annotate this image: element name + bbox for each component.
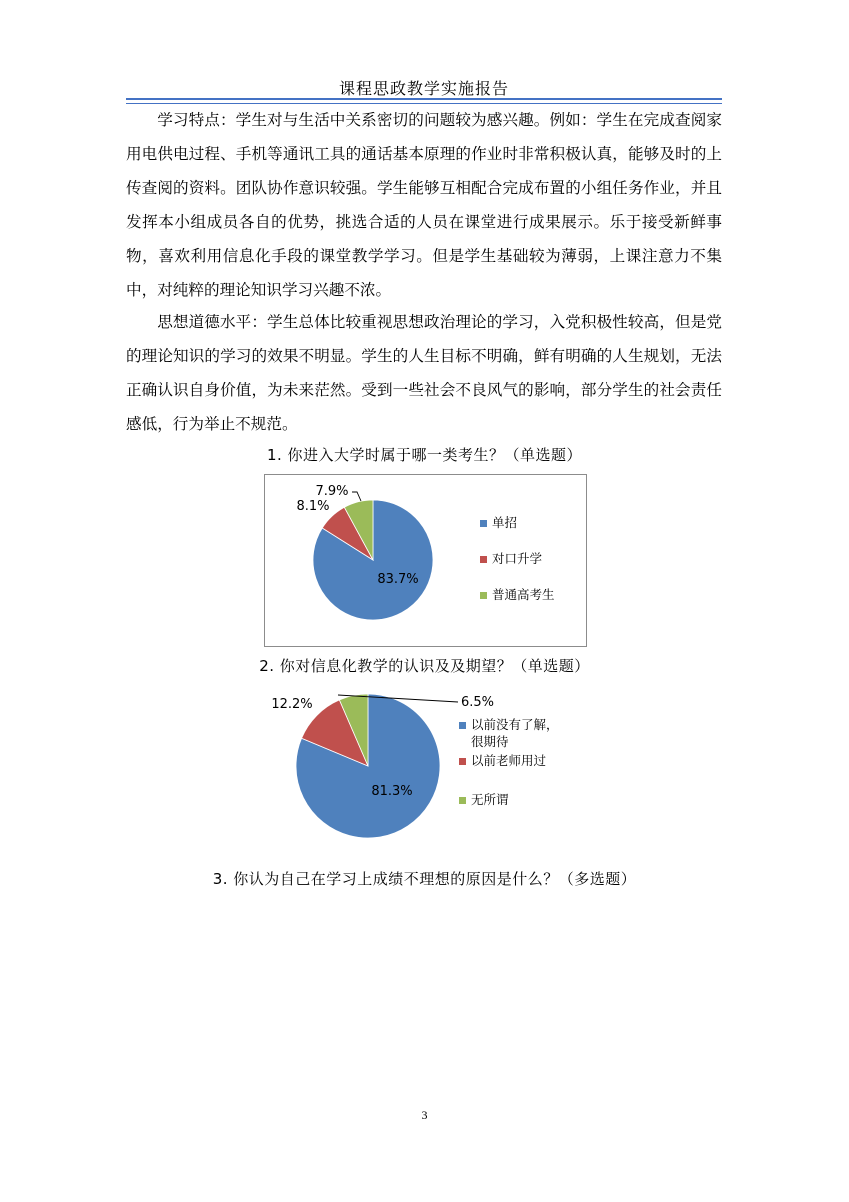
legend-swatch bbox=[480, 592, 487, 599]
legend-swatch bbox=[480, 556, 487, 563]
data-label: 6.5% bbox=[461, 695, 495, 710]
legend-label: 对口升学 bbox=[492, 551, 543, 566]
legend-swatch bbox=[459, 722, 466, 729]
legend-label: 很期待 bbox=[471, 734, 509, 749]
chart-1-frame bbox=[264, 474, 587, 647]
paragraph-learning-characteristics bbox=[126, 103, 722, 307]
paragraph-text: 思想道德水平：学生总体比较重视思想政治理论的学习，入党积极性较高，但是党的理论知识的学习的效果不明显。学生的人生目标不明确，鲜有明确的人生规划，无法正确认识自身价值，为未来茫然。受到一些社会不良风气的影响，部分学生的社会责任感低，行为举止不规范。 bbox=[126, 313, 722, 433]
pie-chart-1 bbox=[265, 475, 586, 646]
pie-chart-2 bbox=[264, 684, 585, 844]
chart-2-area bbox=[264, 684, 585, 844]
data-label: 81.3% bbox=[371, 784, 413, 799]
data-label: 8.1% bbox=[296, 499, 330, 514]
question-3-title: 3. 你认为自己在学习上成绩不理想的原因是什么？（多选题） bbox=[212, 870, 637, 888]
page-number: 3 bbox=[421, 1108, 428, 1122]
legend-swatch bbox=[459, 797, 466, 804]
paragraph-text: 学习特点：学生对与生活中关系密切的问题较为感兴趣。例如：学生在完成查阅家用电供电过程、手机等通讯工具的通话基本原理的作业时非常积极认真，能够及时的上传查阅的资料。团队协作意识较强。学生能够互相配合完成布置的小组任务作业，并且发挥本小组成员各自的优势，挑选合适的人员在课堂进行成果展示。乐于接受新鲜事物，喜欢利用信息化手段的课堂教学学习。但是学生基础较为薄弱，上课注意力不集中，对纯粹的理论知识学习兴趣不浓。 bbox=[126, 111, 722, 299]
legend-label: 以前没有了解， bbox=[471, 717, 559, 732]
data-label: 7.9% bbox=[315, 484, 349, 499]
legend-swatch bbox=[480, 520, 487, 527]
legend-swatch bbox=[459, 758, 466, 765]
data-label: 83.7% bbox=[377, 572, 419, 587]
legend-label: 普通高考生 bbox=[492, 587, 555, 602]
paragraph-moral-level bbox=[126, 305, 722, 441]
leader-line bbox=[352, 492, 361, 501]
legend-label: 单招 bbox=[492, 515, 518, 530]
report-header-title: 课程思政教学实施报告 bbox=[338, 79, 509, 98]
question-1-title: 1. 你进入大学时属于哪一类考生？（单选题） bbox=[266, 446, 583, 464]
question-2-title: 2. 你对信息化教学的认识及及期望？（单选题） bbox=[259, 657, 590, 675]
data-label: 12.2% bbox=[271, 697, 313, 712]
legend-label: 无所谓 bbox=[471, 792, 509, 807]
legend-label: 以前老师用过 bbox=[471, 753, 547, 768]
